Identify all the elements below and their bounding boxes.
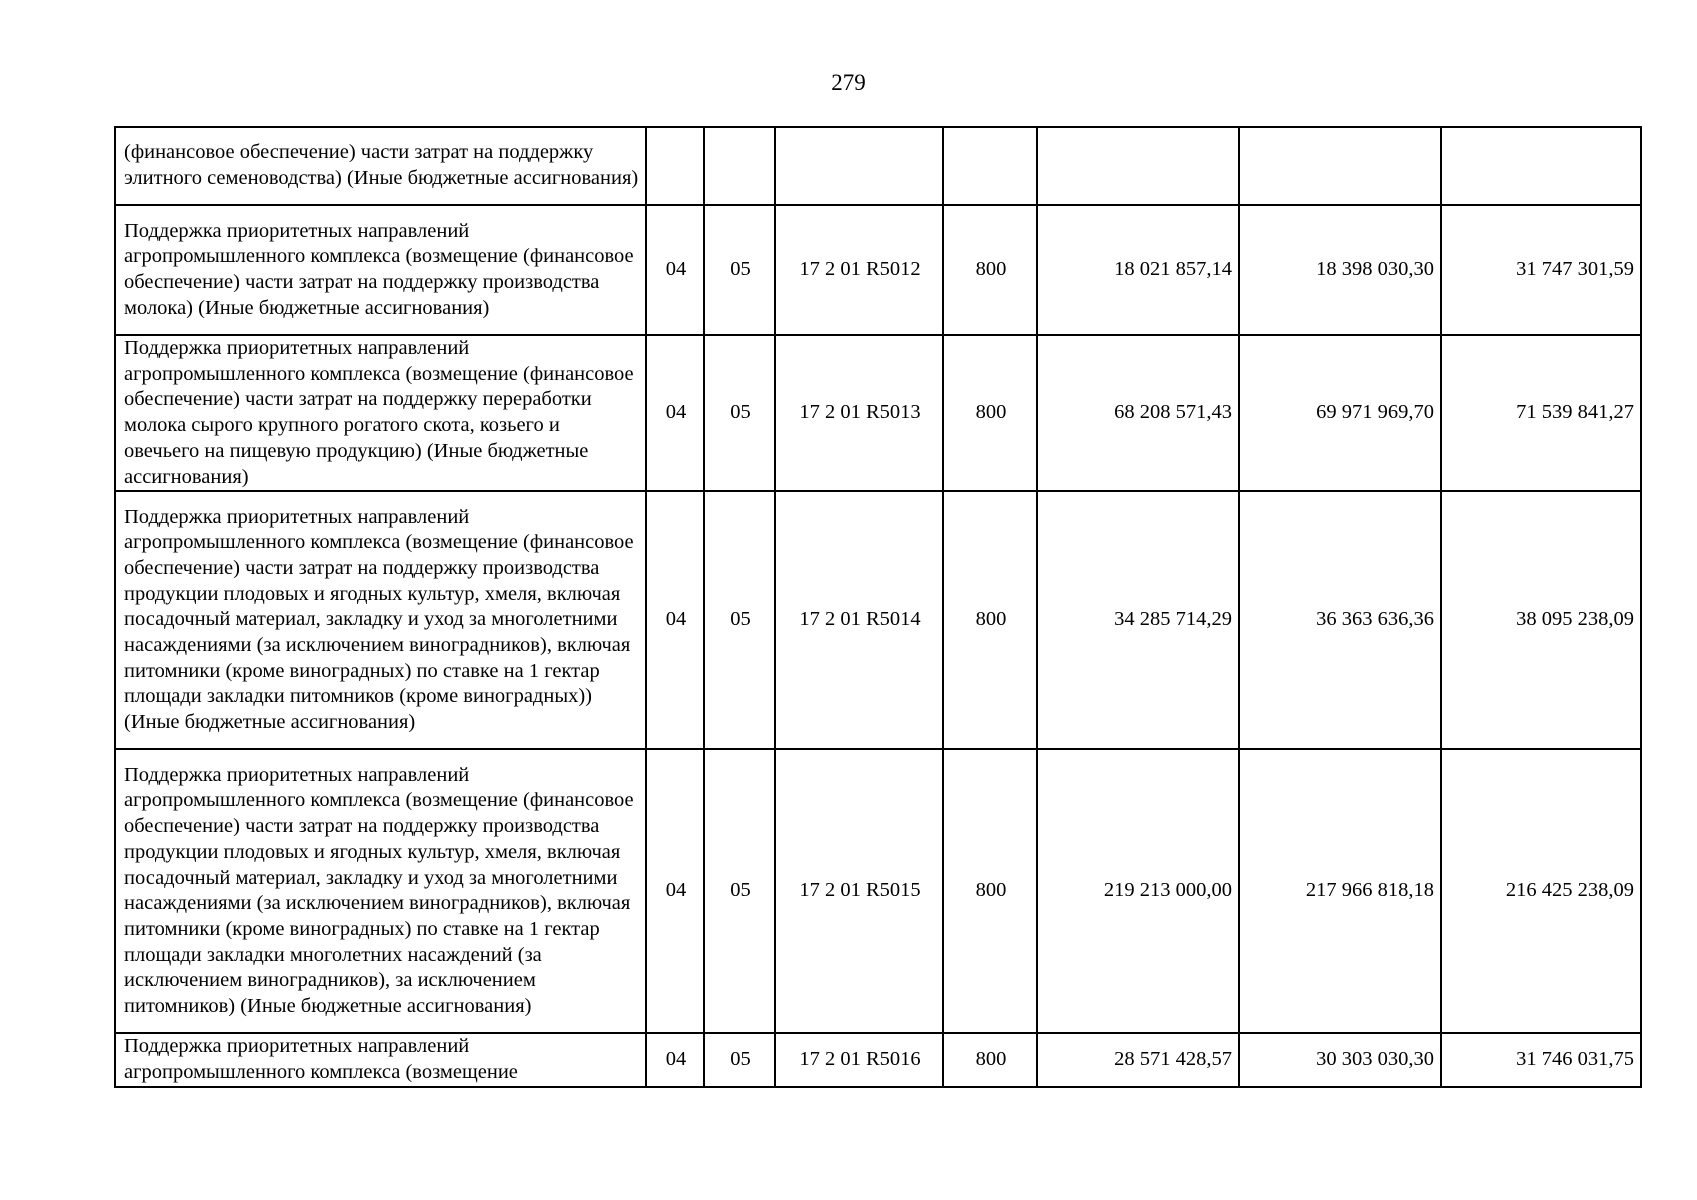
budget-table <box>114 126 1642 1088</box>
section-code: 04 <box>646 1033 704 1086</box>
expense-type-code: 800 <box>943 491 1037 749</box>
amount-year-2: 30 303 030,30 <box>1239 1033 1441 1086</box>
amount-year-1: 34 285 714,29 <box>1037 491 1239 749</box>
subsection-code <box>704 127 775 205</box>
row-description: Поддержка приоритетных направлений агропромышленного комплекса (возмещение (финансовое обеспечение) части затрат на поддержку производства продукции плодовых и ягодных культур, хмеля, включая посадочный материал, закладку и уход за многолетними насаждениями (за исключением виноградников), включая питомники (кроме виноградных) по ставке на 1 гектар площади закладки питомников (кроме виноградных)) (Иные бюджетные ассигнования) <box>115 491 646 749</box>
amount-year-2: 217 966 818,18 <box>1239 749 1441 1033</box>
amount-year-1: 18 021 857,14 <box>1037 205 1239 335</box>
amount-year-3: 38 095 238,09 <box>1441 491 1641 749</box>
expense-type-code: 800 <box>943 335 1037 491</box>
amount-year-1 <box>1037 127 1239 205</box>
amount-year-2: 18 398 030,30 <box>1239 205 1441 335</box>
row-description: Поддержка приоритетных направлений агропромышленного комплекса (возмещение <box>115 1033 646 1086</box>
expense-type-code <box>943 127 1037 205</box>
amount-year-3: 216 425 238,09 <box>1441 749 1641 1033</box>
row-description: Поддержка приоритетных направлений агропромышленного комплекса (возмещение (финансовое обеспечение) части затрат на поддержку производства молока) (Иные бюджетные ассигнования) <box>115 205 646 335</box>
amount-year-2: 69 971 969,70 <box>1239 335 1441 491</box>
section-code: 04 <box>646 335 704 491</box>
table-row <box>115 1033 1641 1086</box>
subsection-code: 05 <box>704 749 775 1033</box>
row-description: Поддержка приоритетных направлений агропромышленного комплекса (возмещение (финансовое обеспечение) части затрат на поддержку переработки молока сырого крупного рогатого скота, козьего и овечьего на пищевую продукцию) (Иные бюджетные ассигнования) <box>115 335 646 491</box>
amount-year-1: 68 208 571,43 <box>1037 335 1239 491</box>
section-code: 04 <box>646 749 704 1033</box>
table-row <box>115 127 1641 205</box>
amount-year-3 <box>1441 127 1641 205</box>
target-article-code: 17 2 01 R5015 <box>775 749 943 1033</box>
expense-type-code: 800 <box>943 205 1037 335</box>
amount-year-3: 71 539 841,27 <box>1441 335 1641 491</box>
target-article-code: 17 2 01 R5014 <box>775 491 943 749</box>
subsection-code: 05 <box>704 335 775 491</box>
row-description: Поддержка приоритетных направлений агропромышленного комплекса (возмещение (финансовое обеспечение) части затрат на поддержку производства продукции плодовых и ягодных культур, хмеля, включая посадочный материал, закладку и уход за многолетними насаждениями (за исключением виноградников), включая питомники (кроме виноградных) по ставке на 1 гектар площади закладки многолетних насаждений (за исключением виноградников), за исключением питомников) (Иные бюджетные ассигнования) <box>115 749 646 1033</box>
amount-year-3: 31 746 031,75 <box>1441 1033 1641 1086</box>
expense-type-code: 800 <box>943 1033 1037 1086</box>
page-number: 279 <box>831 70 866 95</box>
amount-year-3: 31 747 301,59 <box>1441 205 1641 335</box>
target-article-code: 17 2 01 R5013 <box>775 335 943 491</box>
table-row <box>115 205 1641 335</box>
amount-year-1: 219 213 000,00 <box>1037 749 1239 1033</box>
table-row <box>115 749 1641 1033</box>
target-article-code: 17 2 01 R5012 <box>775 205 943 335</box>
section-code: 04 <box>646 205 704 335</box>
amount-year-1: 28 571 428,57 <box>1037 1033 1239 1086</box>
expense-type-code: 800 <box>943 749 1037 1033</box>
target-article-code: 17 2 01 R5016 <box>775 1033 943 1086</box>
section-code: 04 <box>646 491 704 749</box>
table-row <box>115 491 1641 749</box>
row-description: (финансовое обеспечение) части затрат на поддержку элитного семеноводства) (Иные бюджетные ассигнования) <box>115 127 646 205</box>
section-code <box>646 127 704 205</box>
amount-year-2: 36 363 636,36 <box>1239 491 1441 749</box>
target-article-code <box>775 127 943 205</box>
table-row <box>115 335 1641 491</box>
subsection-code: 05 <box>704 205 775 335</box>
subsection-code: 05 <box>704 1033 775 1086</box>
amount-year-2 <box>1239 127 1441 205</box>
subsection-code: 05 <box>704 491 775 749</box>
